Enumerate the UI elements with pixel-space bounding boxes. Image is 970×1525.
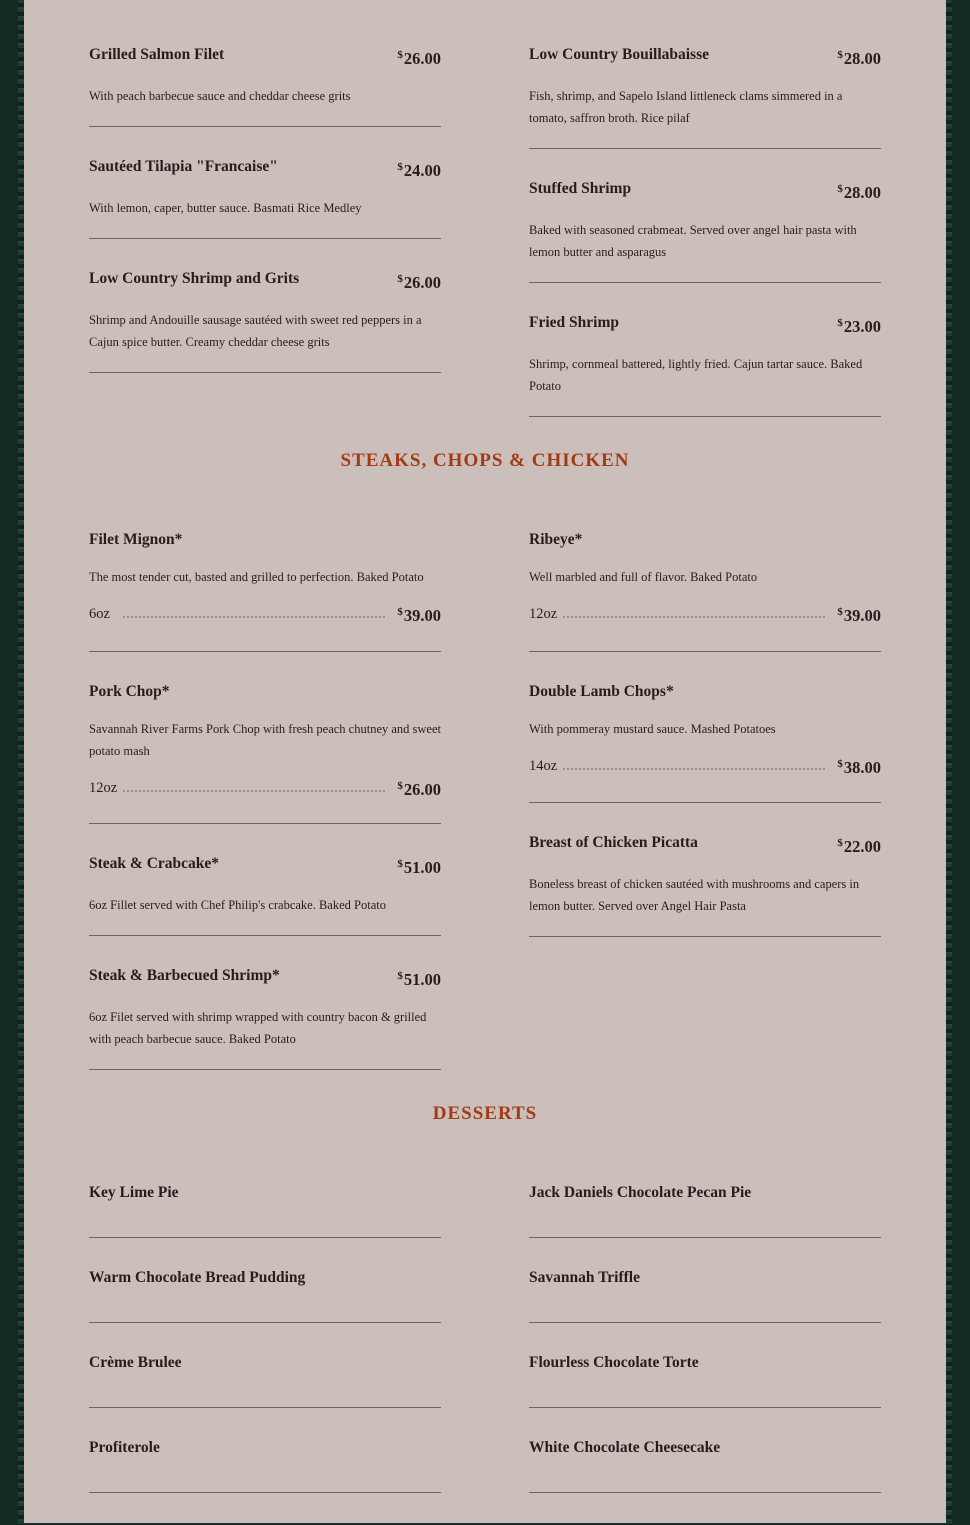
left-border-decoration [0, 0, 24, 1525]
section-title-desserts: DESSERTS [432, 1103, 538, 1124]
item-name: Sautéed Tilapia "Francaise" [89, 158, 278, 175]
item-description: Savannah River Farms Pork Chop with fresh peach chutney and sweet potato mash [89, 722, 442, 758]
dessert-item [89, 1183, 441, 1238]
item-description: With pommeray mustard sauce. Mashed Potatoes [529, 722, 776, 736]
menu-item [89, 966, 441, 1070]
dessert-item [529, 1353, 881, 1408]
menu-item [89, 45, 441, 127]
item-name: Grilled Salmon Filet [89, 46, 225, 63]
dot-leader [123, 790, 385, 792]
dot-leader [563, 768, 825, 770]
item-name: Steak & Crabcake* [89, 855, 220, 872]
item-price: $26.00 [397, 780, 441, 799]
item-price: $39.00 [837, 606, 881, 625]
dessert-item [89, 1268, 441, 1323]
item-name: White Chocolate Cheesecake [529, 1439, 721, 1456]
item-name: Warm Chocolate Bread Pudding [89, 1269, 306, 1286]
item-name: Flourless Chocolate Torte [529, 1354, 699, 1371]
item-description: The most tender cut, basted and grilled to perfection. Baked Potato [89, 570, 424, 584]
item-price: $51.00 [397, 858, 441, 877]
item-name: Savannah Triffle [529, 1269, 640, 1286]
item-name: Low Country Bouillabaisse [529, 46, 710, 63]
item-name: Jack Daniels Chocolate Pecan Pie [529, 1184, 752, 1201]
seafood-column-left [89, 45, 441, 373]
steaks-column-left [89, 530, 441, 1070]
menu-item [529, 682, 881, 803]
steaks-column-right [529, 530, 881, 937]
item-name: Profiterole [89, 1439, 160, 1456]
dot-leader [563, 616, 825, 618]
dessert-item [529, 1183, 881, 1238]
dessert-item [89, 1438, 441, 1493]
item-price: $28.00 [837, 183, 881, 202]
menu-item [89, 530, 441, 652]
menu-item [529, 530, 881, 652]
item-description: 6oz Filet served with shrimp wrapped with country bacon & grilled with peach barbecue sauce. Baked Potato [89, 1010, 427, 1046]
size-label: 12oz [529, 605, 558, 622]
desserts-column-right [529, 1183, 881, 1493]
item-price: $22.00 [837, 837, 881, 856]
item-description: 6oz Fillet served with Chef Philip's crabcake. Baked Potato [89, 898, 386, 912]
menu-item [529, 313, 881, 417]
item-name: Stuffed Shrimp [529, 180, 632, 197]
item-price: $28.00 [837, 49, 881, 68]
menu-item [529, 179, 881, 283]
item-name: Steak & Barbecued Shrimp* [89, 967, 280, 984]
desserts-column-left [89, 1183, 441, 1493]
menu-item [89, 682, 441, 824]
size-label: 14oz [529, 757, 558, 774]
item-description: Baked with seasoned crabmeat. Served over angel hair pasta with lemon butter and asparagus [529, 223, 857, 259]
item-name: Pork Chop* [89, 683, 170, 700]
menu-item [529, 45, 881, 149]
item-description: With peach barbecue sauce and cheddar cheese grits [89, 89, 351, 103]
right-border-decoration [946, 0, 970, 1525]
size-label: 12oz [89, 779, 118, 796]
item-name: Key Lime Pie [89, 1184, 179, 1201]
item-description: Well marbled and full of flavor. Baked Potato [529, 570, 758, 584]
item-name: Filet Mignon* [89, 531, 183, 548]
item-price: $51.00 [397, 970, 441, 989]
dessert-item [89, 1353, 441, 1408]
item-price: $23.00 [837, 317, 881, 336]
item-name: Fried Shrimp [529, 314, 619, 331]
item-description: Boneless breast of chicken sautéed with mushrooms and capers in lemon butter. Served over Angel Hair Pasta [529, 877, 860, 913]
size-price-row [89, 602, 441, 626]
menu-item [529, 833, 881, 937]
dessert-item [529, 1438, 881, 1493]
seafood-column-right [529, 45, 881, 417]
item-price: $26.00 [397, 49, 441, 68]
dessert-item [529, 1268, 881, 1323]
item-price: $39.00 [397, 606, 441, 625]
item-price: $26.00 [397, 273, 441, 292]
item-description: Shrimp and Andouille sausage sautéed with sweet red peppers in a Cajun spice butter. Creamy cheddar cheese grits [89, 313, 422, 349]
menu-item [89, 854, 441, 936]
size-price-row [529, 754, 881, 778]
section-title-steaks: STEAKS, CHOPS & CHICKEN [340, 450, 630, 471]
item-name: Low Country Shrimp and Grits [89, 270, 300, 287]
menu-item [89, 157, 441, 239]
item-name: Ribeye* [529, 531, 583, 548]
item-price: $38.00 [837, 758, 881, 777]
item-name: Crème Brulee [89, 1354, 182, 1371]
item-description: Shrimp, cornmeal battered, lightly fried. Cajun tartar sauce. Baked Potato [529, 357, 863, 393]
size-price-row [89, 776, 441, 800]
dot-leader [123, 616, 385, 618]
size-price-row [529, 602, 881, 626]
item-name: Double Lamb Chops* [529, 683, 674, 700]
menu-item [89, 269, 441, 373]
item-price: $24.00 [397, 161, 441, 180]
item-name: Breast of Chicken Picatta [529, 834, 698, 851]
size-label: 6oz [89, 605, 110, 622]
item-description: Fish, shrimp, and Sapelo Island littleneck clams simmered in a tomato, saffron broth. Rice pilaf [529, 89, 843, 125]
menu-page [24, 0, 946, 1523]
item-description: With lemon, caper, butter sauce. Basmati Rice Medley [89, 201, 362, 215]
